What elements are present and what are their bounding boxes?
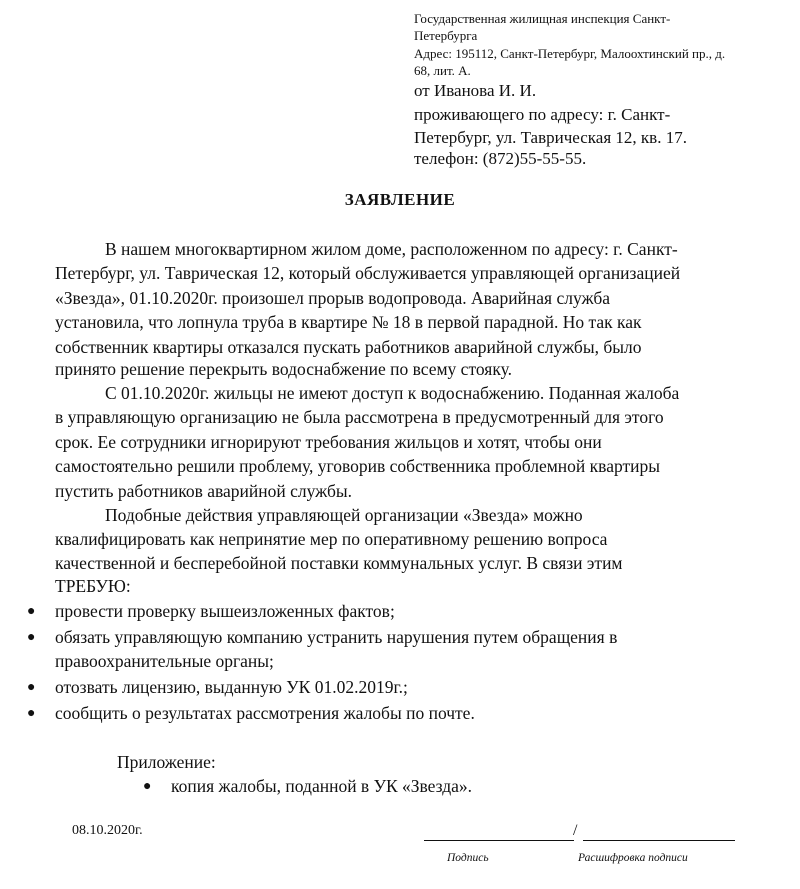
body-line: «Звезда», 01.10.2020г. произошел прорыв водопровода. Аварийная служба xyxy=(55,288,611,308)
recipient-org-line1: Государственная жилищная инспекция Санкт- xyxy=(414,11,671,26)
recipient-address-line2: 68, лит. А. xyxy=(414,63,471,78)
body-line: Подобные действия управляющей организации «Звезда» можно xyxy=(105,505,583,525)
sender-name: от Иванова И. И. xyxy=(414,81,537,100)
demand-item-continuation: правоохранительные органы; xyxy=(55,651,274,671)
document-date: 08.10.2020г. xyxy=(72,823,143,838)
body-line: Петербург, ул. Таврическая 12, который обслуживается управляющей организацией xyxy=(55,263,681,283)
body-line: ТРЕБУЮ: xyxy=(55,576,131,596)
body-line: установила, что лопнула труба в квартире № 18 в первой парадной. Но так как xyxy=(55,312,642,332)
bullet-icon: ● xyxy=(143,779,152,794)
body-line: срок. Ее сотрудники игнорируют требования жильцов и хотят, чтобы они xyxy=(55,432,602,452)
sender-address-line2: Петербург, ул. Таврическая 12, кв. 17. xyxy=(414,128,687,147)
body-line: квалифицировать как непринятие мер по оперативному решению вопроса xyxy=(55,529,608,549)
sender-address-line1: проживающего по адресу: г. Санкт- xyxy=(414,105,671,124)
signature-decode-line xyxy=(583,840,735,841)
bullet-icon: ● xyxy=(27,630,36,645)
demand-item: провести проверку вышеизложенных фактов; xyxy=(55,601,395,621)
demand-item: отозвать лицензию, выданную УК 01.02.2019г.; xyxy=(55,677,408,697)
demand-item: сообщить о результатах рассмотрения жалобы по почте. xyxy=(55,703,475,723)
appendix-heading: Приложение: xyxy=(117,752,216,772)
appendix-item: копия жалобы, поданной в УК «Звезда». xyxy=(171,776,473,796)
recipient-address-line1: Адрес: 195112, Санкт-Петербург, Малоохтинский пр., д. xyxy=(414,46,726,61)
bullet-icon: ● xyxy=(27,680,36,695)
body-line: принято решение перекрыть водоснабжение по всему стояку. xyxy=(55,359,512,379)
bullet-icon: ● xyxy=(27,706,36,721)
body-line: качественной и бесперебойной поставки коммунальных услуг. В связи этим xyxy=(55,553,623,573)
signature-line xyxy=(424,840,574,841)
sender-phone: телефон: (872)55-55-55. xyxy=(414,149,587,168)
signature-separator: / xyxy=(573,822,578,839)
bullet-icon: ● xyxy=(27,604,36,619)
body-line: в управляющую организацию не была рассмотрена в предусмотренный для этого xyxy=(55,407,664,427)
body-line: самостоятельно решили проблему, уговорив собственника проблемной квартиры xyxy=(55,456,660,476)
recipient-org-line2: Петербурга xyxy=(414,28,478,43)
body-line: С 01.10.2020г. жильцы не имеют доступ к водоснабжению. Поданная жалоба xyxy=(105,383,680,403)
signature-label: Подпись xyxy=(447,852,489,864)
demand-item: обязать управляющую компанию устранить нарушения путем обращения в xyxy=(55,627,618,647)
body-line: собственник квартиры отказался пускать работников аварийной службы, было xyxy=(55,337,642,357)
body-line: В нашем многоквартирном жилом доме, расположенном по адресу: г. Санкт- xyxy=(105,239,678,259)
document-title: ЗАЯВЛЕНИЕ xyxy=(344,190,456,209)
body-line: пустить работников аварийной службы. xyxy=(55,481,353,501)
signature-decode-label: Расшифровка подписи xyxy=(578,852,688,864)
